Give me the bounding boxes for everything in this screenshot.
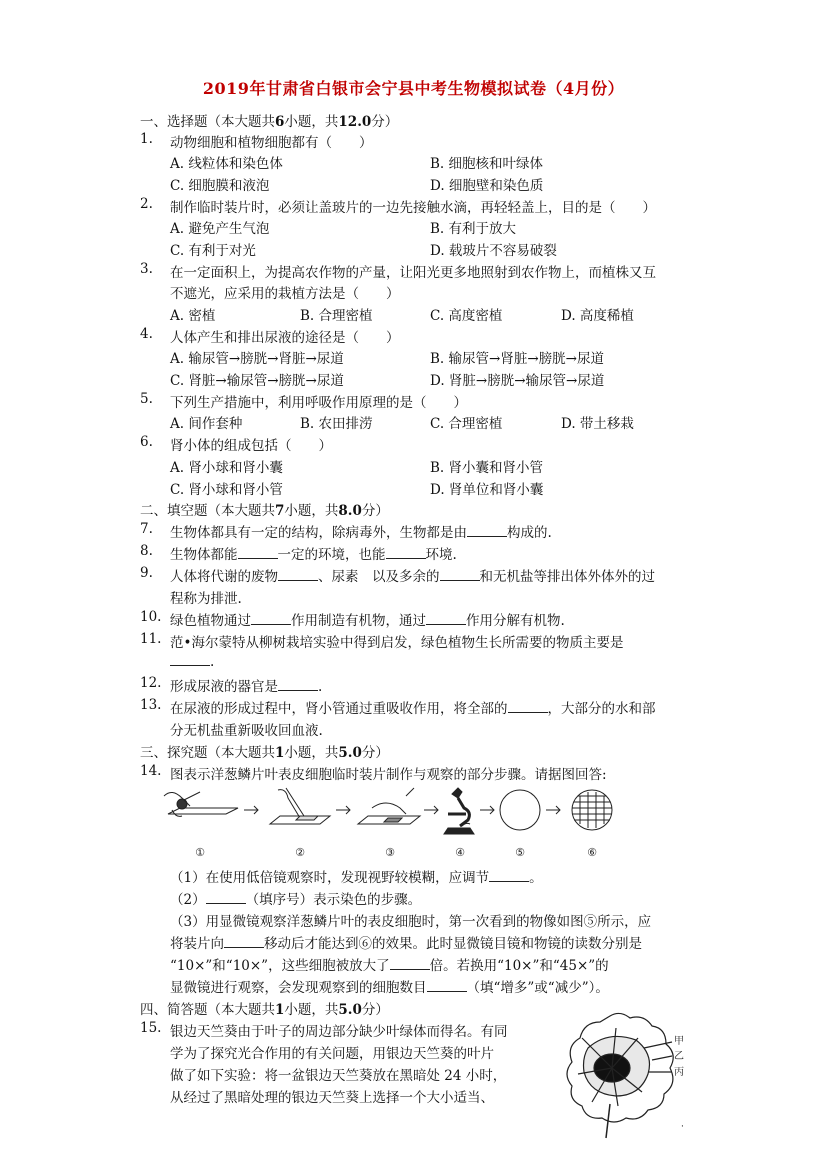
answer-blank[interactable]: [467, 524, 507, 537]
step-label: ④: [455, 846, 465, 859]
answer-blank[interactable]: [238, 546, 278, 559]
q1-option-a[interactable]: A. 线粒体和染色体: [170, 156, 283, 172]
q5-option-c[interactable]: C. 合理密植: [430, 416, 503, 432]
q3-option-d[interactable]: D. 高度稀植: [561, 308, 634, 324]
step-4-microscope-icon: [444, 788, 474, 834]
q2-option-c[interactable]: C. 有利于对光: [170, 243, 256, 259]
q1-option-c[interactable]: C. 细胞膜和液泡: [170, 178, 270, 194]
q6-option-b[interactable]: B. 肾小囊和肾小管: [430, 460, 544, 476]
q5-option-b[interactable]: B. 农田排涝: [300, 416, 373, 432]
q6-option-d[interactable]: D. 肾单位和肾小囊: [430, 482, 544, 498]
q14-part-3-line-2: 将装片向 移动后才能达到⑥的效果。此时显微镜目镜和物镜的读数分别是: [170, 936, 642, 952]
step-6-cells-view-icon: [572, 790, 612, 830]
answer-blank[interactable]: [427, 979, 467, 992]
answer-blank[interactable]: [426, 612, 466, 625]
q3-option-b[interactable]: B. 合理密植: [300, 308, 373, 324]
q14-part-3: （3）用显微镜观察洋葱鳞片叶的表皮细胞时，第一次看到的物像如图⑤所示，应: [170, 914, 652, 930]
answer-blank[interactable]: [206, 891, 246, 904]
variegated-geranium-leaf-figure: [540, 1008, 700, 1140]
q14-part-3-line-3: “10×”和“10×”，这些细胞被放大了 倍。若换用“10×”和“45×”的: [170, 958, 609, 974]
q14-part-3-line-4: 显微镜进行观察，会发现观察到的细胞数目 （填“增多”或“减少”）。: [170, 980, 609, 996]
q6-option-c[interactable]: C. 肾小球和肾小管: [170, 482, 283, 498]
section-heading-2: 二、填空题（本大题共7小题，共8.0分）: [140, 503, 389, 519]
step-5-field-of-view-icon: [500, 790, 540, 830]
answer-blank[interactable]: [170, 653, 210, 666]
q3-option-c[interactable]: C. 高度密植: [430, 308, 503, 324]
question-15-line-3: 做了如下实验：将一盆银边天竺葵放在黑暗处 24 小时，: [170, 1068, 507, 1084]
q4-option-c[interactable]: C. 肾脏→输尿管→膀胱→尿道: [170, 373, 344, 389]
answer-blank[interactable]: [386, 546, 426, 559]
step-label: ①: [195, 846, 205, 859]
q14-part-2: （2） （填序号）表示染色的步骤。: [170, 892, 422, 908]
step-3-staining-icon: [358, 788, 420, 824]
question-3-line-2: 不遮光，应采用的栽植方法是（ ）: [170, 286, 400, 302]
q4-option-d[interactable]: D. 肾脏→膀胱→输尿管→尿道: [430, 373, 605, 389]
question-13-line-2: 分无机盐重新吸收回血液.: [170, 723, 323, 739]
answer-blank[interactable]: [278, 678, 318, 691]
step-2-tweezers-icon: [270, 788, 330, 824]
leaf-label-jia: 甲: [674, 1036, 684, 1047]
slide-preparation-steps-figure: [160, 786, 630, 862]
answer-blank[interactable]: [390, 957, 430, 970]
leaf-label-bing: 丙: [674, 1067, 684, 1078]
q1-option-b[interactable]: B. 细胞核和叶绿体: [430, 156, 544, 172]
q2-option-b[interactable]: B. 有利于放大: [430, 221, 517, 237]
q5-option-a[interactable]: A. 间作套种: [170, 416, 243, 432]
question-11-line-2: .: [170, 653, 214, 670]
q5-option-d[interactable]: D. 带土移栽: [561, 416, 634, 432]
q6-option-a[interactable]: A. 肾小球和肾小囊: [170, 460, 283, 476]
step-label: ②: [295, 846, 305, 859]
leaf-label-yi: 乙: [674, 1051, 684, 1062]
section-heading-1: 一、选择题（本大题共6小题，共12.0分）: [140, 114, 399, 130]
q4-option-a[interactable]: A. 输尿管→膀胱→肾脏→尿道: [170, 351, 344, 367]
answer-blank[interactable]: [489, 869, 529, 882]
footer-mark: ·: [681, 1122, 684, 1132]
question-9-line-2: 程称为排泄.: [170, 591, 242, 607]
answer-blank[interactable]: [508, 700, 548, 713]
q2-option-d[interactable]: D. 载玻片不容易破裂: [430, 243, 557, 259]
answer-blank[interactable]: [224, 935, 264, 948]
q4-option-b[interactable]: B. 输尿管→肾脏→膀胱→尿道: [430, 351, 604, 367]
step-label: ⑤: [515, 846, 525, 859]
page-title: 2019年甘肃省白银市会宁县中考生物模拟试卷（4月份）: [202, 79, 625, 98]
q2-option-a[interactable]: A. 避免产生气泡: [170, 221, 270, 237]
q14-part-1: （1）在使用低倍镜观察时，发现视野较模糊，应调节 。: [170, 870, 543, 886]
step-label: ③: [385, 846, 395, 859]
question-15-line-2: 学为了探究光合作用的有关问题，用银边天竺葵的叶片: [170, 1046, 494, 1062]
answer-blank[interactable]: [278, 568, 318, 581]
step-label: ⑥: [587, 846, 597, 859]
q1-option-d[interactable]: D. 细胞壁和染色质: [430, 178, 544, 194]
section-heading-4: 四、简答题（本大题共1小题，共5.0分）: [140, 1002, 389, 1018]
q3-option-a[interactable]: A. 密植: [170, 308, 216, 324]
step-1-dropper-icon: [164, 792, 238, 816]
section-heading-3: 三、探究题（本大题共1小题，共5.0分）: [140, 745, 389, 761]
question-15-line-4: 从经过了黑暗处理的银边天竺葵上选择一个大小适当、: [170, 1090, 494, 1106]
answer-blank[interactable]: [440, 568, 480, 581]
answer-blank[interactable]: [251, 612, 291, 625]
